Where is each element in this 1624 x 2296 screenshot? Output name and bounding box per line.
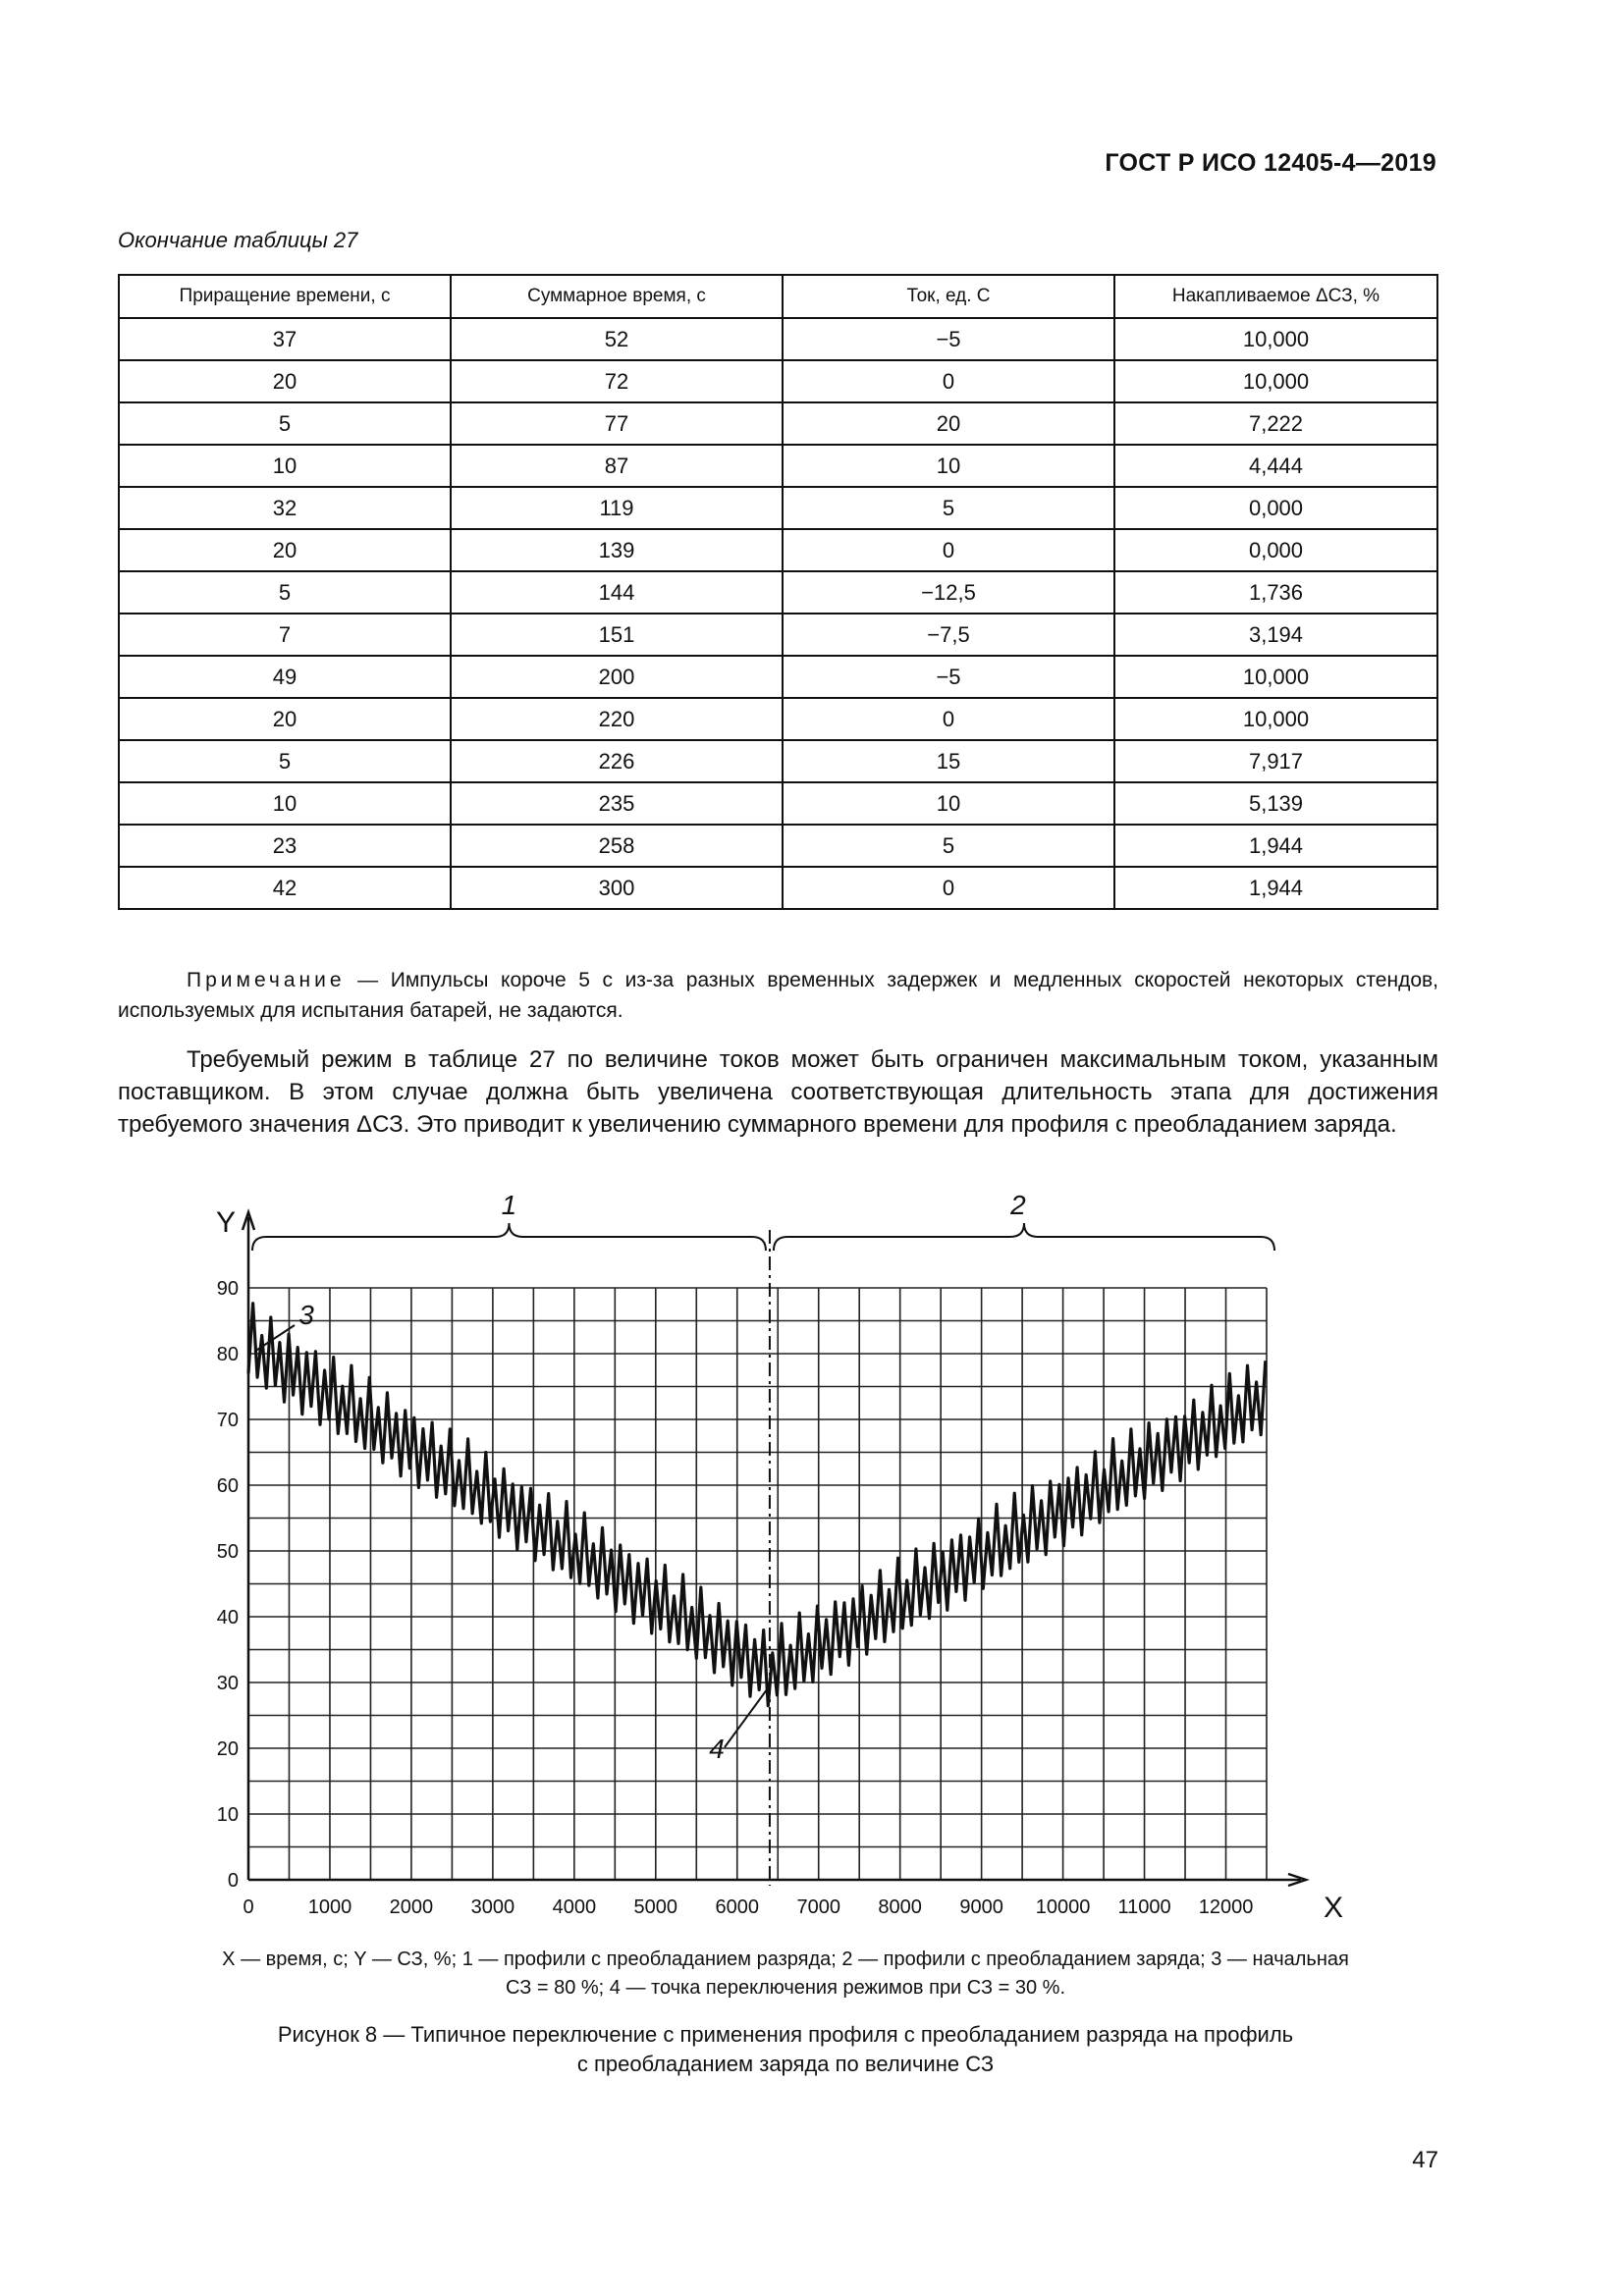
table-cell: 10	[783, 445, 1114, 487]
table-cell: 0	[783, 698, 1114, 740]
table-row	[119, 782, 1437, 825]
x-tick-label: 11000	[1117, 1896, 1171, 1918]
table-cell: 77	[451, 402, 783, 445]
table-cell: 1,736	[1114, 571, 1437, 614]
brace-charge-region	[774, 1223, 1274, 1251]
note-text: — Импульсы короче 5 с из-за разных временных задержек и медленных скоростей некоторых стендов, используемых для испытания батарей, не задаются.	[118, 969, 1438, 1022]
annotation-leader-line	[725, 1688, 768, 1747]
note-lead: Примечание	[187, 969, 346, 991]
table-cell: 5	[119, 402, 451, 445]
table-cell: 235	[451, 782, 783, 825]
table-cell: −12,5	[783, 571, 1114, 614]
figure-legend-line: СЗ = 80 %; 4 — точка переключения режимов при СЗ = 30 %.	[505, 1977, 1066, 1999]
y-tick-label: 10	[216, 1804, 239, 1826]
table-header-row	[119, 275, 1437, 318]
table-row	[119, 402, 1437, 445]
table-cell: 7	[119, 614, 451, 656]
y-tick-label: 50	[216, 1541, 239, 1563]
table-cell: 10	[119, 445, 451, 487]
x-tick-label: 12000	[1198, 1896, 1254, 1918]
page-number: 47	[1412, 2147, 1438, 2173]
table-row	[119, 487, 1437, 529]
table-row	[119, 318, 1437, 360]
table-cell: 7,222	[1114, 402, 1437, 445]
column-header: Приращение времени, с	[119, 275, 451, 318]
column-header: Суммарное время, с	[451, 275, 783, 318]
table-cell: 200	[451, 656, 783, 698]
table-cell: 20	[119, 698, 451, 740]
column-header: Ток, ед. C	[783, 275, 1114, 318]
table-cell: 0	[783, 529, 1114, 571]
table-row	[119, 571, 1437, 614]
table-row	[119, 529, 1437, 571]
table-cell: 52	[451, 318, 783, 360]
table-cell: 49	[119, 656, 451, 698]
table-cell: 144	[451, 571, 783, 614]
table-cell: 7,917	[1114, 740, 1437, 782]
table-cell: −5	[783, 656, 1114, 698]
x-tick-label: 3000	[470, 1896, 515, 1918]
body-paragraph	[118, 1043, 1438, 1141]
table-cell: 0	[783, 360, 1114, 402]
table-cell: 0,000	[1114, 487, 1437, 529]
table-row	[119, 867, 1437, 909]
table-cell: 226	[451, 740, 783, 782]
table-cell: 300	[451, 867, 783, 909]
y-tick-label: 90	[216, 1278, 239, 1300]
table-cell: 5,139	[1114, 782, 1437, 825]
table-cell: 139	[451, 529, 783, 571]
table-note	[118, 965, 1438, 1026]
y-tick-label: 40	[216, 1607, 239, 1629]
table-cell: −5	[783, 318, 1114, 360]
x-tick-label: 1000	[307, 1896, 352, 1918]
data-table	[118, 274, 1438, 910]
table-cell: 32	[119, 487, 451, 529]
x-tick-label: 5000	[633, 1896, 678, 1918]
table-cell: 20	[783, 402, 1114, 445]
annotation-label: 4	[709, 1734, 725, 1764]
figure-legend	[147, 1946, 1424, 2002]
table-cell: 72	[451, 360, 783, 402]
x-tick-label: 7000	[796, 1896, 840, 1918]
table-cell: 15	[783, 740, 1114, 782]
table-cell: 5	[783, 825, 1114, 867]
chart-curve	[248, 1304, 1266, 1706]
table-cell: 0,000	[1114, 529, 1437, 571]
x-tick-label: 6000	[715, 1896, 760, 1918]
table-cell: 37	[119, 318, 451, 360]
table-cell: −7,5	[783, 614, 1114, 656]
table-cell: 1,944	[1114, 825, 1437, 867]
table-cell: 5	[783, 487, 1114, 529]
figure-caption-line: с преобладанием заряда по величине СЗ	[576, 2052, 995, 2076]
y-tick-label: 20	[216, 1738, 239, 1760]
column-header: Накапливаемое ΔСЗ, %	[1114, 275, 1437, 318]
table-cell: 20	[119, 529, 451, 571]
table-cell: 10,000	[1114, 360, 1437, 402]
table-cell: 4,444	[1114, 445, 1437, 487]
y-tick-label: 70	[216, 1410, 239, 1431]
figure-chart	[0, 1193, 1624, 1939]
y-tick-label: 80	[216, 1344, 239, 1365]
table-cell: 220	[451, 698, 783, 740]
table-cell: 42	[119, 867, 451, 909]
table-row	[119, 360, 1437, 402]
table-body	[119, 318, 1437, 909]
x-tick-label: 10000	[1035, 1896, 1091, 1918]
x-tick-label: 9000	[959, 1896, 1003, 1918]
table-cell: 5	[119, 740, 451, 782]
table-row	[119, 740, 1437, 782]
annotation-label: 2	[1010, 1193, 1026, 1220]
figure-legend-line: X — время, с; Y — СЗ, %; 1 — профили с преобладанием разряда; 2 — профили с преобладанием заряда; 3 — начальная	[222, 1949, 1349, 1970]
table-caption: Окончание таблицы 27	[118, 228, 358, 252]
table-row	[119, 614, 1437, 656]
table-cell: 10	[783, 782, 1114, 825]
annotation-label: 1	[501, 1193, 517, 1220]
y-tick-label: 0	[227, 1870, 239, 1892]
table-cell: 87	[451, 445, 783, 487]
table-cell: 119	[451, 487, 783, 529]
brace-discharge-region	[252, 1223, 766, 1251]
x-tick-label: 8000	[878, 1896, 922, 1918]
table-cell: 10,000	[1114, 318, 1437, 360]
x-axis-label: X	[1323, 1892, 1344, 1924]
table-cell: 3,194	[1114, 614, 1437, 656]
table-cell: 258	[451, 825, 783, 867]
chart-axes	[216, 1206, 1343, 1924]
x-tick-label: 2000	[389, 1896, 434, 1918]
annotation-label: 3	[298, 1300, 314, 1330]
x-tick-label: 4000	[552, 1896, 597, 1918]
series-line	[248, 1304, 1266, 1706]
table-cell: 20	[119, 360, 451, 402]
table-cell: 0	[783, 867, 1114, 909]
table-row	[119, 698, 1437, 740]
table-cell: 10	[119, 782, 451, 825]
table-row	[119, 656, 1437, 698]
y-axis-label: Y	[215, 1206, 237, 1239]
table-cell: 151	[451, 614, 783, 656]
table-cell: 5	[119, 571, 451, 614]
figure-caption-line: Рисунок 8 — Типичное переключение с применения профиля с преобладанием разряда на профиль	[277, 2022, 1294, 2047]
table-cell: 10,000	[1114, 698, 1437, 740]
y-tick-label: 60	[216, 1475, 239, 1497]
figure-caption	[147, 2020, 1424, 2079]
table-cell: 10,000	[1114, 656, 1437, 698]
table-cell: 23	[119, 825, 451, 867]
body-paragraph-text: Требуемый режим в таблице 27 по величине токов может быть ограничен максимальным током, указанным поставщиком. В этом случае должна быть увеличена соответствующая длительность этапа для достижения требуемого значения ΔСЗ. Это приводит к увеличению суммарного времени для профиля с преобладанием заряда.	[118, 1046, 1438, 1138]
chart-grid	[248, 1288, 1267, 1880]
y-tick-label: 30	[216, 1673, 239, 1694]
table-row	[119, 445, 1437, 487]
document-id: ГОСТ Р ИСО 12405-4—2019	[1105, 149, 1436, 177]
x-tick-label: 0	[243, 1896, 254, 1918]
table-cell: 1,944	[1114, 867, 1437, 909]
table-row	[119, 825, 1437, 867]
